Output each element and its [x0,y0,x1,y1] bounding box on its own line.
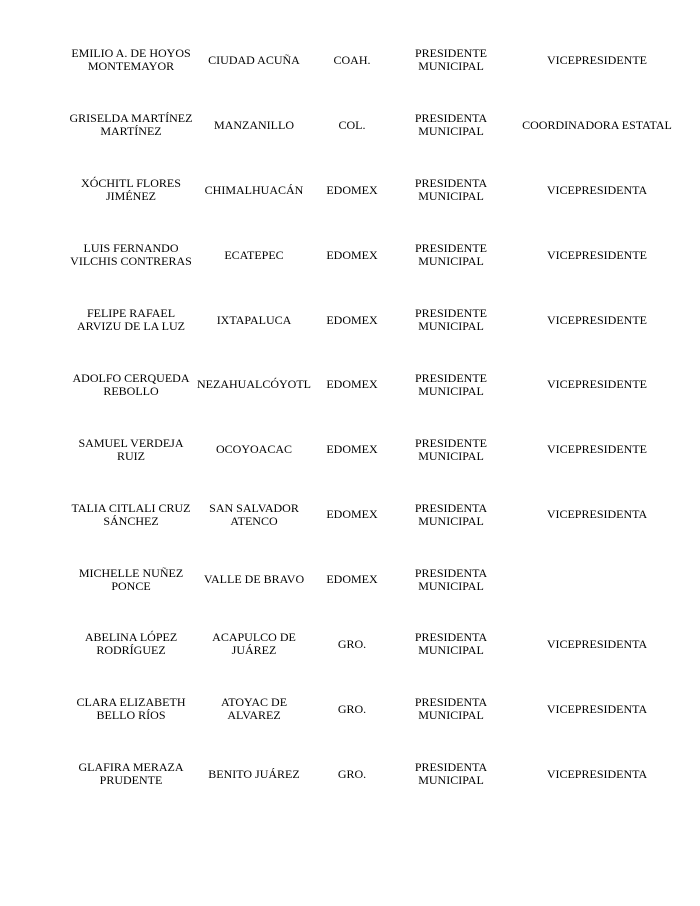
state-cell: EDOMEX [326,377,378,392]
municipality-cell: CHIMALHUACÁN [204,182,304,197]
office-cell: PRESIDENTA MUNICIPAL [414,760,488,788]
table-row [0,28,700,93]
role-cell: VICEPRESIDENTE [547,247,647,262]
name-cell: EMILIO A. DE HOYOS MONTEMAYOR [71,46,191,74]
role-cell: VICEPRESIDENTE [547,377,647,392]
name-cell: ABELINA LÓPEZ RODRÍGUEZ [84,630,178,658]
state-cell: GRO. [337,701,367,716]
name-cell: GRISELDA MARTÍNEZ MARTÍNEZ [69,111,193,139]
table-row [0,612,700,677]
office-cell: PRESIDENTE MUNICIPAL [415,46,487,74]
municipality-cell: VALLE DE BRAVO [203,572,305,587]
office-cell: PRESIDENTA MUNICIPAL [414,176,488,204]
role-cell: VICEPRESIDENTE [547,52,647,67]
table-row [0,482,700,547]
state-cell: EDOMEX [326,442,378,457]
municipality-cell: MANZANILLO [214,117,294,132]
name-cell: TALIA CITLALI CRUZ SÁNCHEZ [71,500,191,528]
office-cell: PRESIDENTE MUNICIPAL [415,306,487,333]
role-cell: VICEPRESIDENTA [546,182,648,197]
municipality-cell: BENITO JUÁREZ [208,766,300,781]
table-row [0,93,700,158]
municipality-cell: CIUDAD ACUÑA [208,52,300,67]
name-cell: LUIS FERNANDO VILCHIS CONTRERAS [70,241,192,269]
table-row [0,742,700,807]
municipality-cell: ATOYAC DE ALVAREZ [220,695,288,723]
state-cell: EDOMEX [326,247,378,262]
state-cell: GRO. [337,636,367,651]
table-row [0,288,700,353]
name-cell: MICHELLE NUÑEZ PONCE [78,565,184,593]
municipality-cell: ACAPULCO DE JUÁREZ [212,630,296,658]
state-cell: GRO. [337,766,367,781]
state-cell: EDOMEX [326,507,378,522]
table-row [0,677,700,742]
office-cell: PRESIDENTA MUNICIPAL [414,500,488,528]
table-row [0,158,700,223]
office-cell: PRESIDENTA MUNICIPAL [414,630,488,658]
office-cell: PRESIDENTA MUNICIPAL [414,695,488,723]
municipality-cell: OCOYOACAC [215,442,292,457]
table-row [0,223,700,288]
officials-table [0,28,700,807]
role-cell [514,547,680,612]
name-cell: FELIPE RAFAEL ARVIZU DE LA LUZ [76,306,186,333]
name-cell: SAMUEL VERDEJA RUIZ [78,435,184,463]
state-cell: EDOMEX [326,182,378,197]
office-cell: PRESIDENTE MUNICIPAL [415,241,487,269]
role-cell: VICEPRESIDENTE [547,442,647,457]
state-cell: COL. [338,117,366,132]
name-cell: CLARA ELIZABETH BELLO RÍOS [76,695,186,723]
role-cell: VICEPRESIDENTA [546,636,648,651]
municipality-cell: SAN SALVADOR ATENCO [209,500,299,528]
state-cell: EDOMEX [326,572,378,587]
table-row [0,417,700,482]
name-cell: GLAFIRA MERAZA PRUDENTE [78,760,184,788]
role-cell: VICEPRESIDENTE [547,312,647,327]
office-cell: PRESIDENTA MUNICIPAL [414,565,488,593]
office-cell: PRESIDENTE MUNICIPAL [415,435,487,463]
role-cell: VICEPRESIDENTA [546,701,648,716]
state-cell: COAH. [333,52,371,67]
office-cell: PRESIDENTA MUNICIPAL [414,111,488,139]
name-cell: XÓCHITL FLORES JIMÉNEZ [81,176,181,204]
state-cell: EDOMEX [326,312,378,327]
role-cell: VICEPRESIDENTA [546,507,648,522]
role-cell: COORDINADORA ESTATAL [522,117,672,132]
municipality-cell: ECATEPEC [224,247,284,262]
office-cell: PRESIDENTE MUNICIPAL [415,370,487,398]
name-cell: ADOLFO CERQUEDA REBOLLO [72,370,190,398]
municipality-cell: NEZAHUALCÓYOTL [197,377,311,392]
table-row [0,547,700,612]
municipality-cell: IXTAPALUCA [216,312,292,327]
role-cell: VICEPRESIDENTA [546,766,648,781]
table-row [0,352,700,417]
